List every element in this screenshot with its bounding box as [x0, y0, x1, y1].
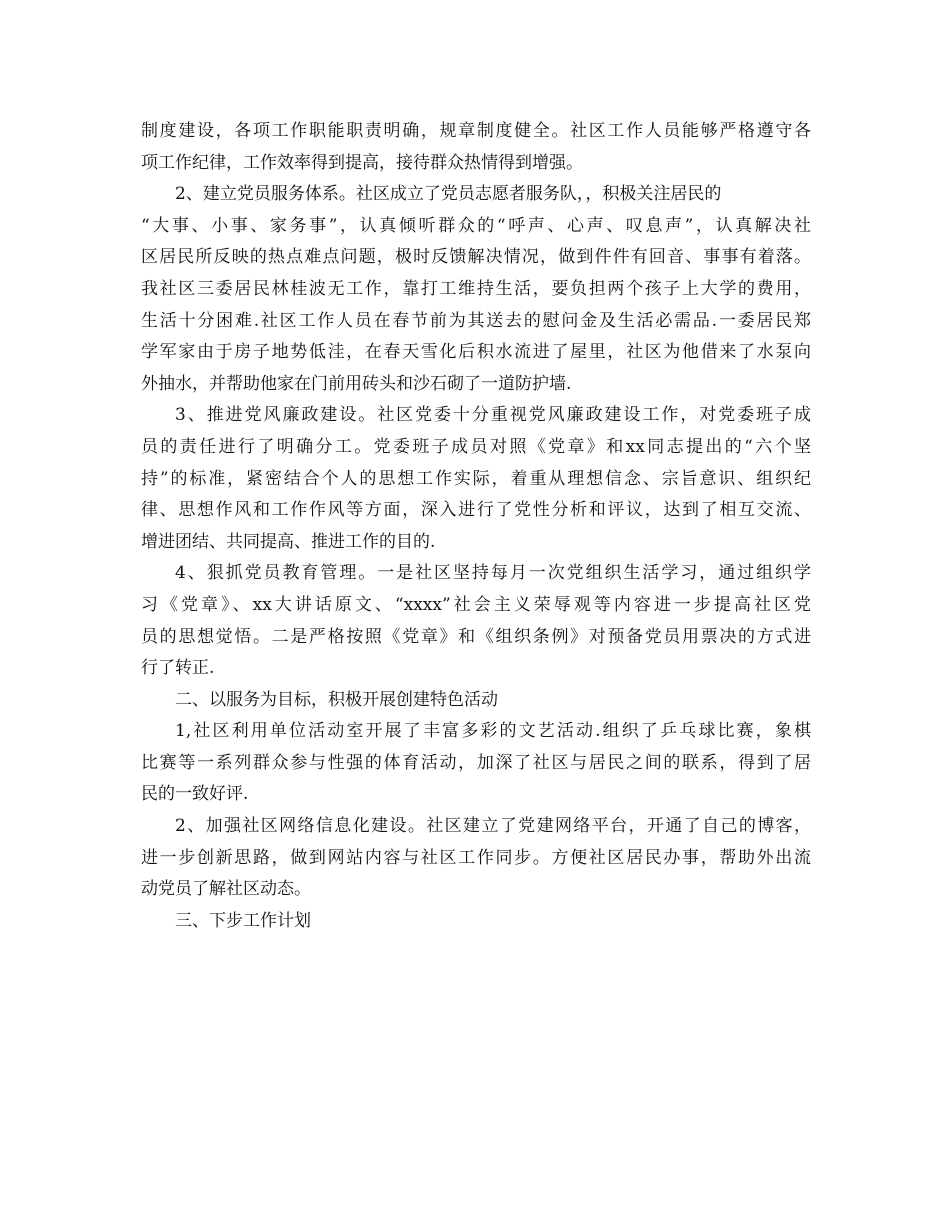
- paragraph: [141, 400, 811, 558]
- paragraph: [141, 179, 811, 400]
- text-line: 我社区三委居民林桂波无工作，靠打工维持生活，要负担两个孩子上大学的费用，: [141, 278, 811, 299]
- section-heading: [141, 906, 811, 938]
- text-line: 1,社区利用单位活动室开展了丰富多彩的文艺活动.组织了乒乓球比赛，象棋: [175, 721, 811, 742]
- text-line: 2、加强社区网络信息化建设。社区建立了党建网络平台，开通了自己的博客，: [175, 816, 811, 837]
- text-line: 员的思想觉悟。二是严格按照《党章》和《组织条例》对预备党员用票决的方式进: [141, 626, 811, 647]
- text-line: 制度建设，各项工作职能职责明确，规章制度健全。社区工作人员能够严格遵守各: [141, 121, 811, 141]
- text-line: “大事、小事、家务事”，认真倾听群众的“呼声、心声、叹息声”，认真解决社: [141, 215, 811, 236]
- text-line: 进一步创新思路，做到网站内容与社区工作同步。方便社区居民办事，帮助外出流: [141, 847, 811, 868]
- text-line: 民的一致好评.: [141, 784, 249, 805]
- text-line: 三、下步工作计划: [175, 910, 311, 931]
- text-line: 学军家由于房子地势低洼，在春天雪化后积水流进了屋里，社区为他借来了水泵向: [141, 342, 811, 363]
- text-line: 区居民所反映的热点难点问题，极时反馈解决情况，做到件件有回音、事事有着落。: [141, 247, 811, 268]
- text-line: 动党员了解社区动态。: [141, 879, 311, 900]
- text-line: 增进团结、共同提高、推进工作的目的.: [141, 531, 436, 552]
- paragraph: [141, 811, 811, 906]
- text-line: 2、建立党员服务体系。社区成立了党员志愿者服务队，，积极关注居民的: [175, 184, 722, 205]
- text-line: 律、思想作风和工作作风等方面，深入进行了党性分析和评议，达到了相互交流、: [141, 500, 811, 521]
- text-line: 员的责任进行了明确分工。党委班子成员对照《党章》和xx同志提出的“六个坚: [141, 436, 811, 457]
- text-line: 二、以服务为目标，积极开展创建特色活动: [175, 689, 498, 710]
- text-line: 比赛等一系列群众参与性强的体育活动，加深了社区与居民之间的联系，得到了居: [141, 752, 811, 773]
- text-line: 习《党章》、xx大讲话原文、“xxxx”社会主义荣辱观等内容进一步提高社区党: [141, 594, 811, 615]
- paragraph: [141, 716, 811, 811]
- paragraph: [141, 558, 811, 684]
- text-line: 持”的标准，紧密结合个人的思想工作实际，着重从理想信念、宗旨意识、组织纪: [141, 468, 811, 489]
- document-body: [141, 116, 811, 937]
- paragraph: [141, 116, 811, 179]
- text-line: 外抽水，并帮助他家在门前用砖头和沙石砌了一道防护墙.: [141, 373, 572, 394]
- section-heading: [141, 685, 811, 717]
- text-line: 3、推进党风廉政建设。社区党委十分重视党风廉政建设工作，对党委班子成: [175, 405, 811, 426]
- text-line: 项工作纪律，工作效率得到提高，接待群众热情得到增强。: [141, 152, 583, 173]
- text-line: 行了转正.: [141, 658, 215, 679]
- text-line: 生活十分困难.社区工作人员在春节前为其送去的慰问金及生活必需品.一委居民郑: [141, 310, 811, 331]
- text-line: 4、狠抓党员教育管理。一是社区坚持每月一次党组织生活学习，通过组织学: [175, 563, 811, 584]
